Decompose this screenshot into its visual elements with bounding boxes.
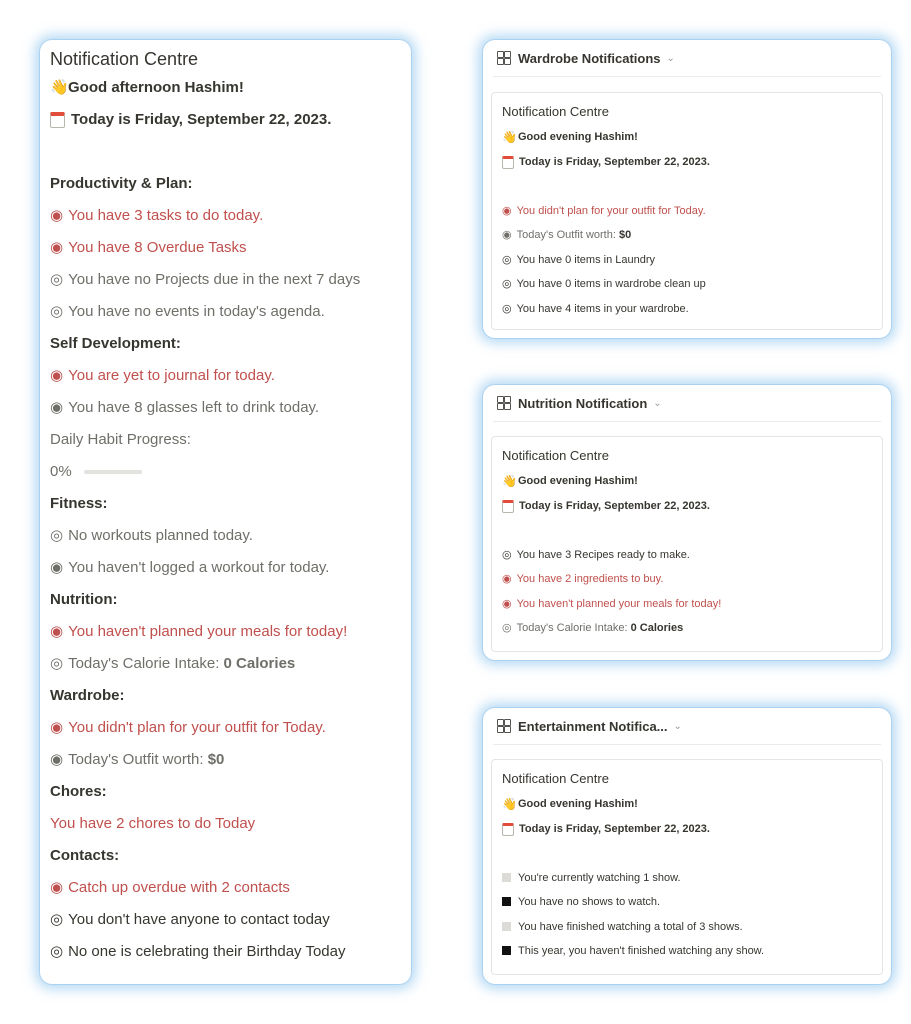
chevron-down-icon[interactable]: ⌄: [666, 52, 675, 64]
entertainment-widget-title: Entertainment Notifica...: [518, 718, 668, 734]
habit-progress-label: Daily Habit Progress:: [50, 431, 191, 448]
no-shows-notice: You have no shows to watch.: [502, 894, 872, 919]
alert-radio-icon: ◉: [50, 367, 64, 384]
empty-radio-icon: ◎: [50, 943, 64, 960]
workout-logged-notice: ◉ You haven't logged a workout for today.: [50, 559, 330, 576]
inner-date: Today is Friday, September 22, 2023.: [502, 498, 872, 523]
inner-greeting: 👋 Good evening Hashim!: [502, 474, 638, 488]
alert-radio-icon: ◉: [502, 204, 512, 217]
outfit-worth-value: $0: [618, 229, 632, 241]
light-square-icon: [502, 922, 511, 931]
empty-radio-icon: ◎: [502, 548, 512, 561]
nutrition-widget-title: Nutrition Notification: [518, 395, 648, 411]
empty-radio-icon: ◎: [50, 303, 64, 320]
outfit-worth-notice: ◉ Today's Outfit worth: $0: [50, 751, 225, 768]
outfit-notice: ◉ You didn't plan for your outfit for Today.: [502, 204, 706, 217]
greeting: 👋 Good afternoon Hashim!: [50, 79, 244, 96]
section-heading-wardrobe: Wardrobe:: [50, 687, 125, 704]
nutrition-inner-card: [491, 436, 883, 652]
habit-progress: [50, 462, 401, 494]
alert-radio-icon: ◉: [50, 879, 64, 896]
empty-radio-icon: ◎: [50, 271, 64, 288]
entertainment-inner-card: [491, 759, 883, 975]
inner-title: Notification Centre: [502, 771, 609, 786]
events-notice: ◎ You have no events in today's agenda.: [50, 303, 325, 320]
habit-progress-bar: [84, 470, 142, 474]
alert-radio-icon: ◉: [502, 573, 512, 585]
page-title: Notification Centre: [50, 49, 199, 69]
inner-greeting: 👋 Good evening Hashim!: [502, 797, 638, 811]
calorie-notice: ◎ Today's Calorie Intake: 0 Calories: [50, 655, 296, 672]
wardrobe-items-notice: ◎ You have 4 items in your wardrobe.: [502, 302, 689, 315]
calendar-icon: [50, 112, 65, 128]
outfit-worth-notice: ◉ Today's Outfit worth: $0: [502, 229, 632, 241]
empty-radio-icon: ◎: [502, 622, 512, 634]
section-heading-nutrition: Nutrition:: [50, 591, 118, 608]
waving-hand-icon: 👋: [502, 797, 517, 811]
dark-square-icon: [502, 897, 511, 906]
empty-radio-icon: ◎: [50, 527, 64, 544]
spacer: [502, 178, 872, 203]
finished-notice: You have finished watching a total of 3 shows.: [502, 919, 872, 944]
calendar-icon: [502, 500, 514, 513]
projects-notice: ◎ You have no Projects due in the next 7 days: [50, 271, 361, 288]
outfit-worth-value: $0: [207, 751, 225, 768]
habit-progress-value: 0%: [50, 463, 72, 480]
entertainment-notification-widget: [483, 708, 891, 984]
meals-notice: ◉ You haven't planned your meals for today!: [502, 597, 722, 610]
alert-radio-icon: ◉: [50, 623, 64, 640]
spacer: [502, 522, 872, 547]
chevron-down-icon[interactable]: ⌄: [653, 397, 662, 409]
filled-radio-icon: ◉: [50, 751, 64, 768]
recipes-notice: ◎ You have 3 Recipes ready to make.: [502, 548, 690, 561]
inner-date: Today is Friday, September 22, 2023.: [502, 821, 872, 846]
inner-title: Notification Centre: [502, 448, 609, 463]
empty-radio-icon: ◎: [502, 253, 512, 266]
calorie-notice: ◎ Today's Calorie Intake: 0 Calories: [502, 622, 684, 634]
notification-centre-card: [40, 40, 411, 984]
filled-radio-icon: ◉: [50, 399, 64, 416]
calorie-value: 0 Calories: [223, 655, 296, 672]
watching-notice: You're currently watching 1 show.: [502, 870, 872, 895]
journal-notice: ◉ You are yet to journal for today.: [50, 367, 275, 384]
year-notice: This year, you haven't finished watching any show.: [502, 943, 872, 968]
chevron-down-icon[interactable]: ⌄: [673, 720, 682, 732]
contacts-overdue-notice: ◉ Catch up overdue with 2 contacts: [50, 879, 290, 896]
wardrobe-inner-card: [491, 92, 883, 330]
ingredients-notice: ◉ You have 2 ingredients to buy.: [502, 573, 664, 585]
inner-greeting: 👋 Good evening Hashim!: [502, 130, 638, 144]
section-heading-self-development: Self Development:: [50, 335, 181, 352]
alert-radio-icon: ◉: [502, 597, 512, 610]
waving-hand-icon: 👋: [502, 130, 517, 144]
light-square-icon: [502, 873, 511, 882]
laundry-notice: ◎ You have 0 items in Laundry: [502, 253, 656, 266]
overdue-tasks-notice: ◉ You have 8 Overdue Tasks: [50, 239, 247, 256]
nutrition-widget-header[interactable]: [493, 385, 881, 422]
gallery-view-icon: [497, 719, 511, 733]
filled-radio-icon: ◉: [50, 559, 64, 576]
alert-radio-icon: ◉: [50, 719, 64, 736]
waving-hand-icon: 👋: [502, 474, 517, 488]
water-notice: ◉ You have 8 glasses left to drink today.: [50, 399, 320, 416]
waving-hand-icon: 👋: [50, 79, 69, 96]
nutrition-notification-widget: [483, 385, 891, 660]
contacts-none-notice: ◎ You don't have anyone to contact today: [50, 911, 330, 928]
empty-radio-icon: ◎: [502, 278, 512, 290]
empty-radio-icon: ◎: [50, 911, 64, 928]
date-line: Today is Friday, September 22, 2023.: [50, 110, 401, 142]
section-heading-productivity: Productivity & Plan:: [50, 175, 193, 192]
chores-notice: You have 2 chores to do Today: [50, 815, 256, 832]
calorie-value: 0 Calories: [630, 622, 684, 634]
entertainment-widget-header[interactable]: [493, 708, 881, 745]
empty-radio-icon: ◎: [502, 302, 512, 315]
birthday-notice: ◎ No one is celebrating their Birthday Today: [50, 943, 346, 960]
outfit-notice: ◉ You didn't plan for your outfit for Today.: [50, 719, 326, 736]
wardrobe-widget-header[interactable]: [493, 40, 881, 77]
alert-radio-icon: ◉: [50, 207, 64, 224]
section-heading-fitness: Fitness:: [50, 495, 108, 512]
gallery-view-icon: [497, 51, 511, 65]
calendar-icon: [502, 156, 514, 169]
meals-notice: ◉ You haven't planned your meals for today!: [50, 623, 348, 640]
spacer: [50, 142, 401, 174]
calendar-icon: [502, 823, 514, 836]
inner-date: Today is Friday, September 22, 2023.: [502, 154, 872, 179]
dark-square-icon: [502, 946, 511, 955]
section-heading-chores: Chores:: [50, 783, 107, 800]
gallery-view-icon: [497, 396, 511, 410]
cleanup-notice: ◎ You have 0 items in wardrobe clean up: [502, 278, 706, 290]
empty-radio-icon: ◎: [50, 655, 64, 672]
alert-radio-icon: ◉: [50, 239, 64, 256]
tasks-notice: ◉ You have 3 tasks to do today.: [50, 207, 264, 224]
spacer: [502, 845, 872, 870]
inner-title: Notification Centre: [502, 104, 609, 119]
wardrobe-notifications-widget: [483, 40, 891, 338]
section-heading-contacts: Contacts:: [50, 847, 120, 864]
filled-radio-icon: ◉: [502, 229, 512, 241]
wardrobe-widget-title: Wardrobe Notifications: [518, 50, 661, 66]
workouts-planned-notice: ◎ No workouts planned today.: [50, 527, 253, 544]
